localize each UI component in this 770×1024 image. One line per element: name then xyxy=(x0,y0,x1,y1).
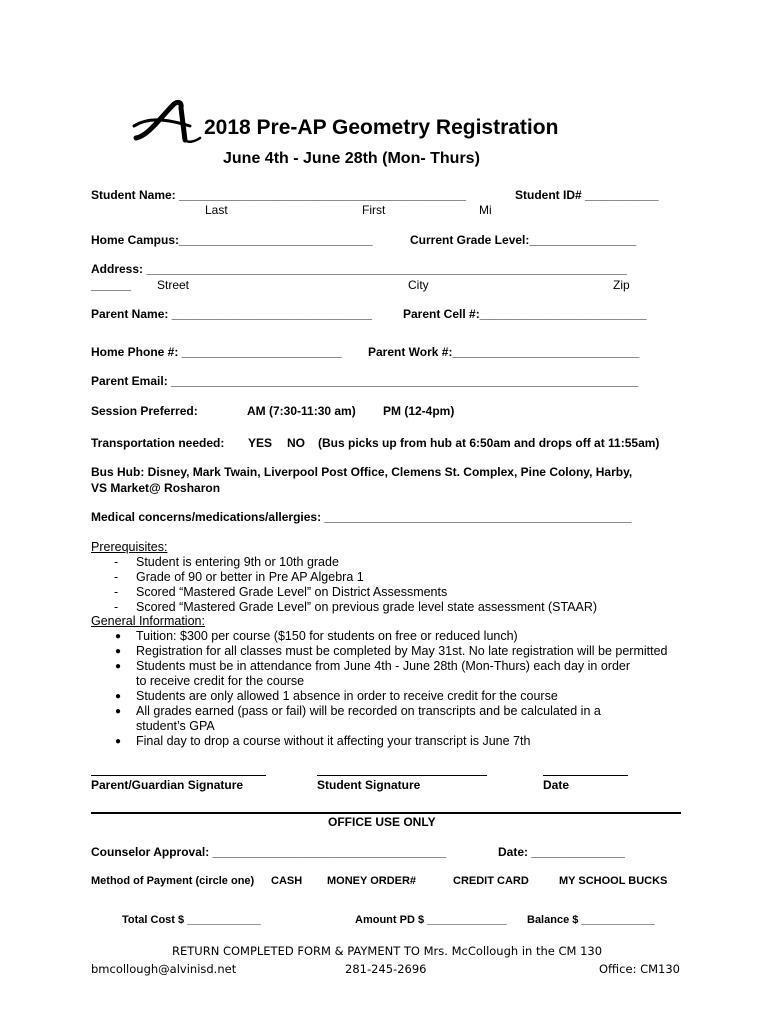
list-item: - Student is entering 9th or 10th grade xyxy=(91,555,691,570)
session-am-option[interactable]: AM (7:30-11:30 am) xyxy=(247,404,356,418)
name-part-mi: Mi xyxy=(479,203,492,217)
session-label: Session Preferred: xyxy=(91,404,198,418)
list-item: ● Students are only allowed 1 absence in order to receive credit for the course xyxy=(91,689,681,704)
address-part-city: City xyxy=(408,278,429,292)
address-part-zip: Zip xyxy=(613,278,630,292)
name-part-last: Last xyxy=(205,203,228,217)
medical-field[interactable]: Medical concerns/medications/allergies: ______________________________________________ xyxy=(91,510,632,524)
session-pm-option[interactable]: PM (12-4pm) xyxy=(383,404,455,418)
student-name-field[interactable]: Student Name: ___________________________________________ xyxy=(91,188,466,202)
balance-field[interactable]: Balance $ ____________ xyxy=(527,914,655,926)
list-item: ● All grades earned (pass or fail) will be recorded on transcripts and be calculated in a student’s GPA xyxy=(91,704,681,734)
general-info-list xyxy=(91,629,681,749)
contact-phone: 281-245-2696 xyxy=(345,962,427,976)
page-subtitle: June 4th - June 28th (Mon- Thurs) xyxy=(223,150,480,167)
transport-yes-option[interactable]: YES xyxy=(248,436,273,450)
name-part-first: First xyxy=(362,203,386,217)
student-signature-label: Student Signature xyxy=(317,778,421,792)
return-instructions: RETURN COMPLETED FORM & PAYMENT TO Mrs. McCollough in the CM 130 xyxy=(172,944,603,958)
parent-cell-field[interactable]: Parent Cell #:_________________________ xyxy=(403,307,647,321)
home-campus-field[interactable]: Home Campus:_____________________________ xyxy=(91,233,373,247)
parent-signature-label: Parent/Guardian Signature xyxy=(91,778,244,792)
transport-label: Transportation needed: xyxy=(91,436,225,450)
payment-option-credit-card[interactable]: CREDIT CARD xyxy=(453,875,529,887)
student-id-field[interactable]: Student ID# ___________ xyxy=(515,188,659,202)
prerequisites-list xyxy=(91,555,691,615)
payment-option-money-order[interactable]: MONEY ORDER# xyxy=(327,875,417,887)
contact-email: bmcollough@alvinisd.net xyxy=(91,962,237,976)
script-a-logo-icon xyxy=(130,98,210,146)
counselor-approval-field[interactable]: Counselor Approval: ___________________________________ xyxy=(91,845,447,859)
transport-note: (Bus picks up from hub at 6:50am and drops off at 11:55am) xyxy=(318,436,660,450)
address-field-cont[interactable]: ______ xyxy=(91,278,132,292)
office-date-field[interactable]: Date: ______________ xyxy=(498,845,625,859)
date-label: Date xyxy=(543,778,570,792)
prerequisites-heading: Prerequisites: xyxy=(91,540,168,554)
list-item: ● Tuition: $300 per course ($150 for students on free or reduced lunch) xyxy=(91,629,681,644)
parent-signature-line[interactable] xyxy=(91,775,266,776)
student-signature-line[interactable] xyxy=(317,775,487,776)
current-grade-field[interactable]: Current Grade Level:________________ xyxy=(410,233,637,247)
payment-option-school-bucks[interactable]: MY SCHOOL BUCKS xyxy=(559,875,668,887)
general-info-heading: General Information: xyxy=(91,614,205,628)
logo xyxy=(130,98,210,146)
office-location: Office: CM130 xyxy=(599,962,680,976)
office-use-heading: OFFICE USE ONLY xyxy=(328,815,436,829)
home-phone-field[interactable]: Home Phone #: ________________________ xyxy=(91,345,342,359)
parent-email-field[interactable]: Parent Email: ______________________________________________________________________ xyxy=(91,374,639,388)
date-signature-line[interactable] xyxy=(543,775,628,776)
address-field[interactable]: Address: ________________________________________________________________________ xyxy=(91,262,627,276)
parent-work-field[interactable]: Parent Work #:____________________________ xyxy=(368,345,640,359)
transport-no-option[interactable]: NO xyxy=(287,436,305,450)
page-title: 2018 Pre-AP Geometry Registration xyxy=(204,116,559,139)
total-cost-field[interactable]: Total Cost $ ____________ xyxy=(122,914,261,926)
list-item: - Scored “Mastered Grade Level” on previous grade level state assessment (STAAR) xyxy=(91,600,691,615)
bus-hub-line1: Bus Hub: Disney, Mark Twain, Liverpool Post Office, Clemens St. Complex, Pine Colony, Harby, xyxy=(91,465,633,479)
office-divider xyxy=(91,812,681,814)
payment-option-cash[interactable]: CASH xyxy=(271,875,303,887)
list-item: ● Registration for all classes must be completed by May 31st. No late registration will be permitted xyxy=(91,644,681,659)
payment-method-label: Method of Payment (circle one) xyxy=(91,875,255,887)
parent-name-field[interactable]: Parent Name: ______________________________ xyxy=(91,307,372,321)
amount-paid-field[interactable]: Amount PD $ _____________ xyxy=(355,914,507,926)
bus-hub-line2: VS Market@ Rosharon xyxy=(91,481,221,495)
list-item: ● Final day to drop a course without it affecting your transcript is June 7th xyxy=(91,734,681,749)
list-item: ● Students must be in attendance from June 4th - June 28th (Mon-Thurs) each day in order to receive credit for the course xyxy=(91,659,681,689)
address-part-street: Street xyxy=(157,278,190,292)
list-item: - Scored “Mastered Grade Level” on District Assessments xyxy=(91,585,691,600)
list-item: - Grade of 90 or better in Pre AP Algebra 1 xyxy=(91,570,691,585)
